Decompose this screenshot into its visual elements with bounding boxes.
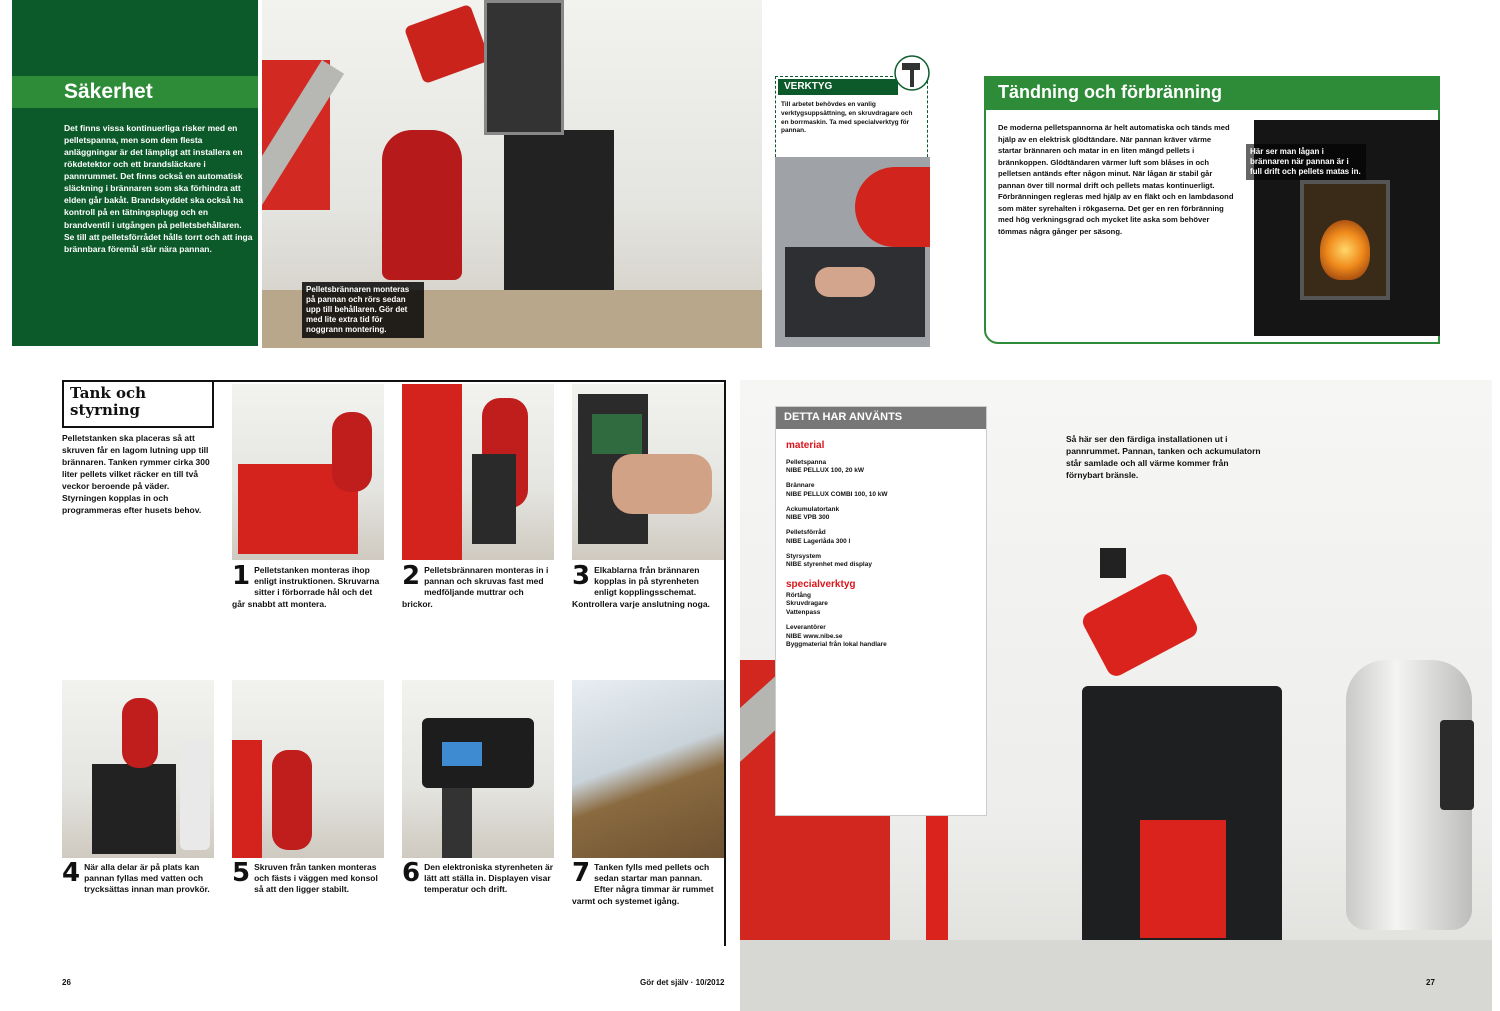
big-photo-caption: Så här ser den färdiga installationen ut i pannrummet. Pannan, tanken och ackumulatorn står samlade och all värme kommer från förnybart bränsle. (1066, 434, 1261, 480)
used-section-specialverktyg: specialverktyg (786, 579, 856, 591)
step6-text (402, 858, 554, 896)
used-item-label: Styrsystem (786, 552, 822, 560)
step2-photo (402, 384, 554, 560)
boiler-frame (484, 0, 564, 135)
hands (612, 454, 712, 514)
used-materials-box (775, 406, 987, 816)
verktyg-title: VERKTYG (778, 79, 898, 95)
tandning-body: De moderna pelletspannorna är helt automatiska och tänds med hjälp av en elektrisk glödtändare. När pannan kräver värme startar brännaren och matar in en liten mängd pellets i brännkoppen. Glödtändaren värmer luft som blåses in och pelletsen antänds efter någon minut. När lågan är stabil går pannan över till normal drift och pellets matas kontinuerligt. Förbränningen regleras med hjälp av en fläkt och en lambdasond som mäter syrehalten i rökgaserna. Det ger en ren förbränning med hög verkningsgrad och mycket lite aska som behöver tömmas några gånger per säsong. (998, 123, 1234, 236)
worker (382, 130, 462, 280)
used-title: DETTA HAR ANVÄNTS (776, 407, 986, 429)
verktyg-body: Till arbetet behövdes en vanlig verktygsuppsättning, en skruvdragare och en borrmaskin. Ta med specialverktyg för pannan. (781, 101, 913, 135)
photo1-caption: Pelletsbrännaren monteras på pannan och rörs sedan upp till behållaren. Gör det med lite extra tid för noggrann montering. (302, 282, 424, 338)
worker (332, 412, 372, 492)
red-panel (232, 740, 262, 858)
used-section-material: material (786, 440, 825, 451)
step7-body: Tanken fylls med pellets och sedan startar man pannan. Efter några timmar är rummet varmt och systemet igång. (572, 862, 714, 906)
used-item-value: NIBE PELLUX 100, 20 kW (786, 467, 865, 475)
step4-num: 4 (62, 858, 81, 888)
steps-frame-right (724, 380, 726, 946)
page-number-left: 26 (62, 978, 71, 987)
boiler-black (504, 130, 614, 310)
step1-text (232, 561, 384, 610)
step7-text (572, 858, 722, 907)
floor (740, 940, 1492, 1011)
step6-body: Den elektroniska styrenheten är lätt att ställa in. Displayen visar temperatur och drift. (424, 862, 554, 895)
used-item-value: NIBE styrenhet med display (786, 561, 872, 569)
step4-photo (62, 680, 214, 858)
tank-body: Pelletstanken ska placeras så att skruven får en lagom lutning upp till brännaren. Tanken rymmer cirka 300 liter pellets vilket räcker en till två veckor beroende på väder. Styrningen kopplas in och programmeras efter husets behov. (62, 433, 210, 516)
step1-photo (232, 384, 384, 560)
step7-num: 7 (572, 858, 591, 888)
worker (122, 698, 158, 768)
step1-body: Pelletstanken monteras ihop enligt instruktionen. Skruvarna sitter i förborrade hål och det går snabbt att montera. (232, 565, 380, 609)
controller-display (442, 742, 482, 766)
used-item-label: Brännare (786, 482, 815, 490)
magazine-folio: Gör det själv · 10/2012 (640, 978, 725, 987)
step5-num: 5 (232, 858, 251, 888)
step5-photo (232, 680, 384, 858)
tandning-title: Tändning och förbränning (986, 78, 1438, 110)
used-item-label: Ackumulatortank (786, 505, 840, 513)
used-item-value: NIBE Lagerlåda 300 l (786, 537, 851, 545)
step6-num: 6 (402, 858, 421, 888)
heater-control (1440, 720, 1474, 810)
step2-num: 2 (402, 561, 421, 591)
flame (1320, 220, 1370, 280)
step2-text (402, 561, 554, 610)
tank-white (180, 740, 210, 850)
hammer-icon (892, 55, 932, 91)
used-item-value: NIBE PELLUX COMBI 100, 10 kW (786, 490, 888, 498)
step7-photo (572, 680, 724, 858)
step2-body: Pelletsbrännaren monteras in i pannan och skruvas fast med medföljande muttrar och brickor. (402, 565, 549, 609)
fire-caption: Här ser man lågan i brännaren när pannan är i full drift och pellets matas in. (1246, 144, 1366, 180)
control-panel-wall (1100, 548, 1126, 578)
used-item-value: NIBE VPB 300 (786, 514, 830, 522)
hand (815, 267, 875, 297)
page-number-right: 27 (1426, 978, 1435, 987)
step5-text (232, 858, 384, 896)
step3-text (572, 561, 722, 610)
red-part (855, 167, 930, 247)
step6-photo (402, 680, 554, 858)
step5-body: Skruven från tanken monteras och fästs i väggen med konsol så att den ligger stabilt. (254, 862, 378, 895)
steps-frame (214, 380, 726, 382)
tools-photo (775, 157, 930, 347)
used-footer-line: Byggmaterial från lokal handlare (786, 641, 887, 649)
step3-body: Elkablarna från brännaren kopplas in på styrenheten enligt kopplingsschemat. Kontrollera varje anslutning noga. (572, 565, 710, 609)
worker (272, 750, 312, 850)
circuit-board (592, 414, 642, 454)
tank-title: Tank och styrning (62, 380, 214, 428)
used-item-label: Pelletsförråd (786, 529, 826, 537)
cables (442, 788, 472, 858)
boiler-red-hood (1140, 820, 1226, 938)
used-tool: Skruvdragare (786, 600, 828, 608)
boiler (92, 764, 176, 854)
step1-num: 1 (232, 561, 251, 591)
step3-photo (572, 384, 724, 560)
installation-photo-top (262, 0, 762, 348)
used-footer-line: NIBE www.nibe.se (786, 632, 843, 640)
verktyg-box (775, 76, 928, 162)
step4-body: När alla delar är på plats kan pannan fyllas med vatten och trycksättas innan man provkör. (84, 862, 210, 895)
red-panel (402, 384, 462, 560)
used-item-label: Pelletspanna (786, 458, 827, 466)
sakerhet-body: Det finns vissa kontinuerliga risker med en pelletspanna, men som dem flesta anläggningar är det lämpligt att installera en rökdetektor och ett brandsläckare i pannrummet. Det finns också en automatisk släckning i brännaren som ska förhindra att elden går bakåt. Brandskyddet ska också ha kontroll på en tätningsplugg och en brandventil i utgången på pelletsbehållaren. Se till att pelletsförrådet hålls torrt och att inga brännbara föremål står nära pannan. (64, 123, 253, 254)
tandning-box (984, 76, 1440, 344)
used-content (786, 437, 982, 650)
used-footer-label: Leverantörer (786, 623, 826, 631)
used-tool: Rörtång (786, 591, 811, 599)
boiler (472, 454, 516, 544)
sakerhet-title: Säkerhet (64, 80, 153, 103)
step4-text (62, 858, 214, 896)
used-tool: Vattenpass (786, 609, 821, 617)
step3-num: 3 (572, 561, 591, 591)
sakerhet-panel (12, 0, 258, 346)
fire-photo (1250, 120, 1440, 336)
sakerhet-title-bar (12, 76, 258, 108)
